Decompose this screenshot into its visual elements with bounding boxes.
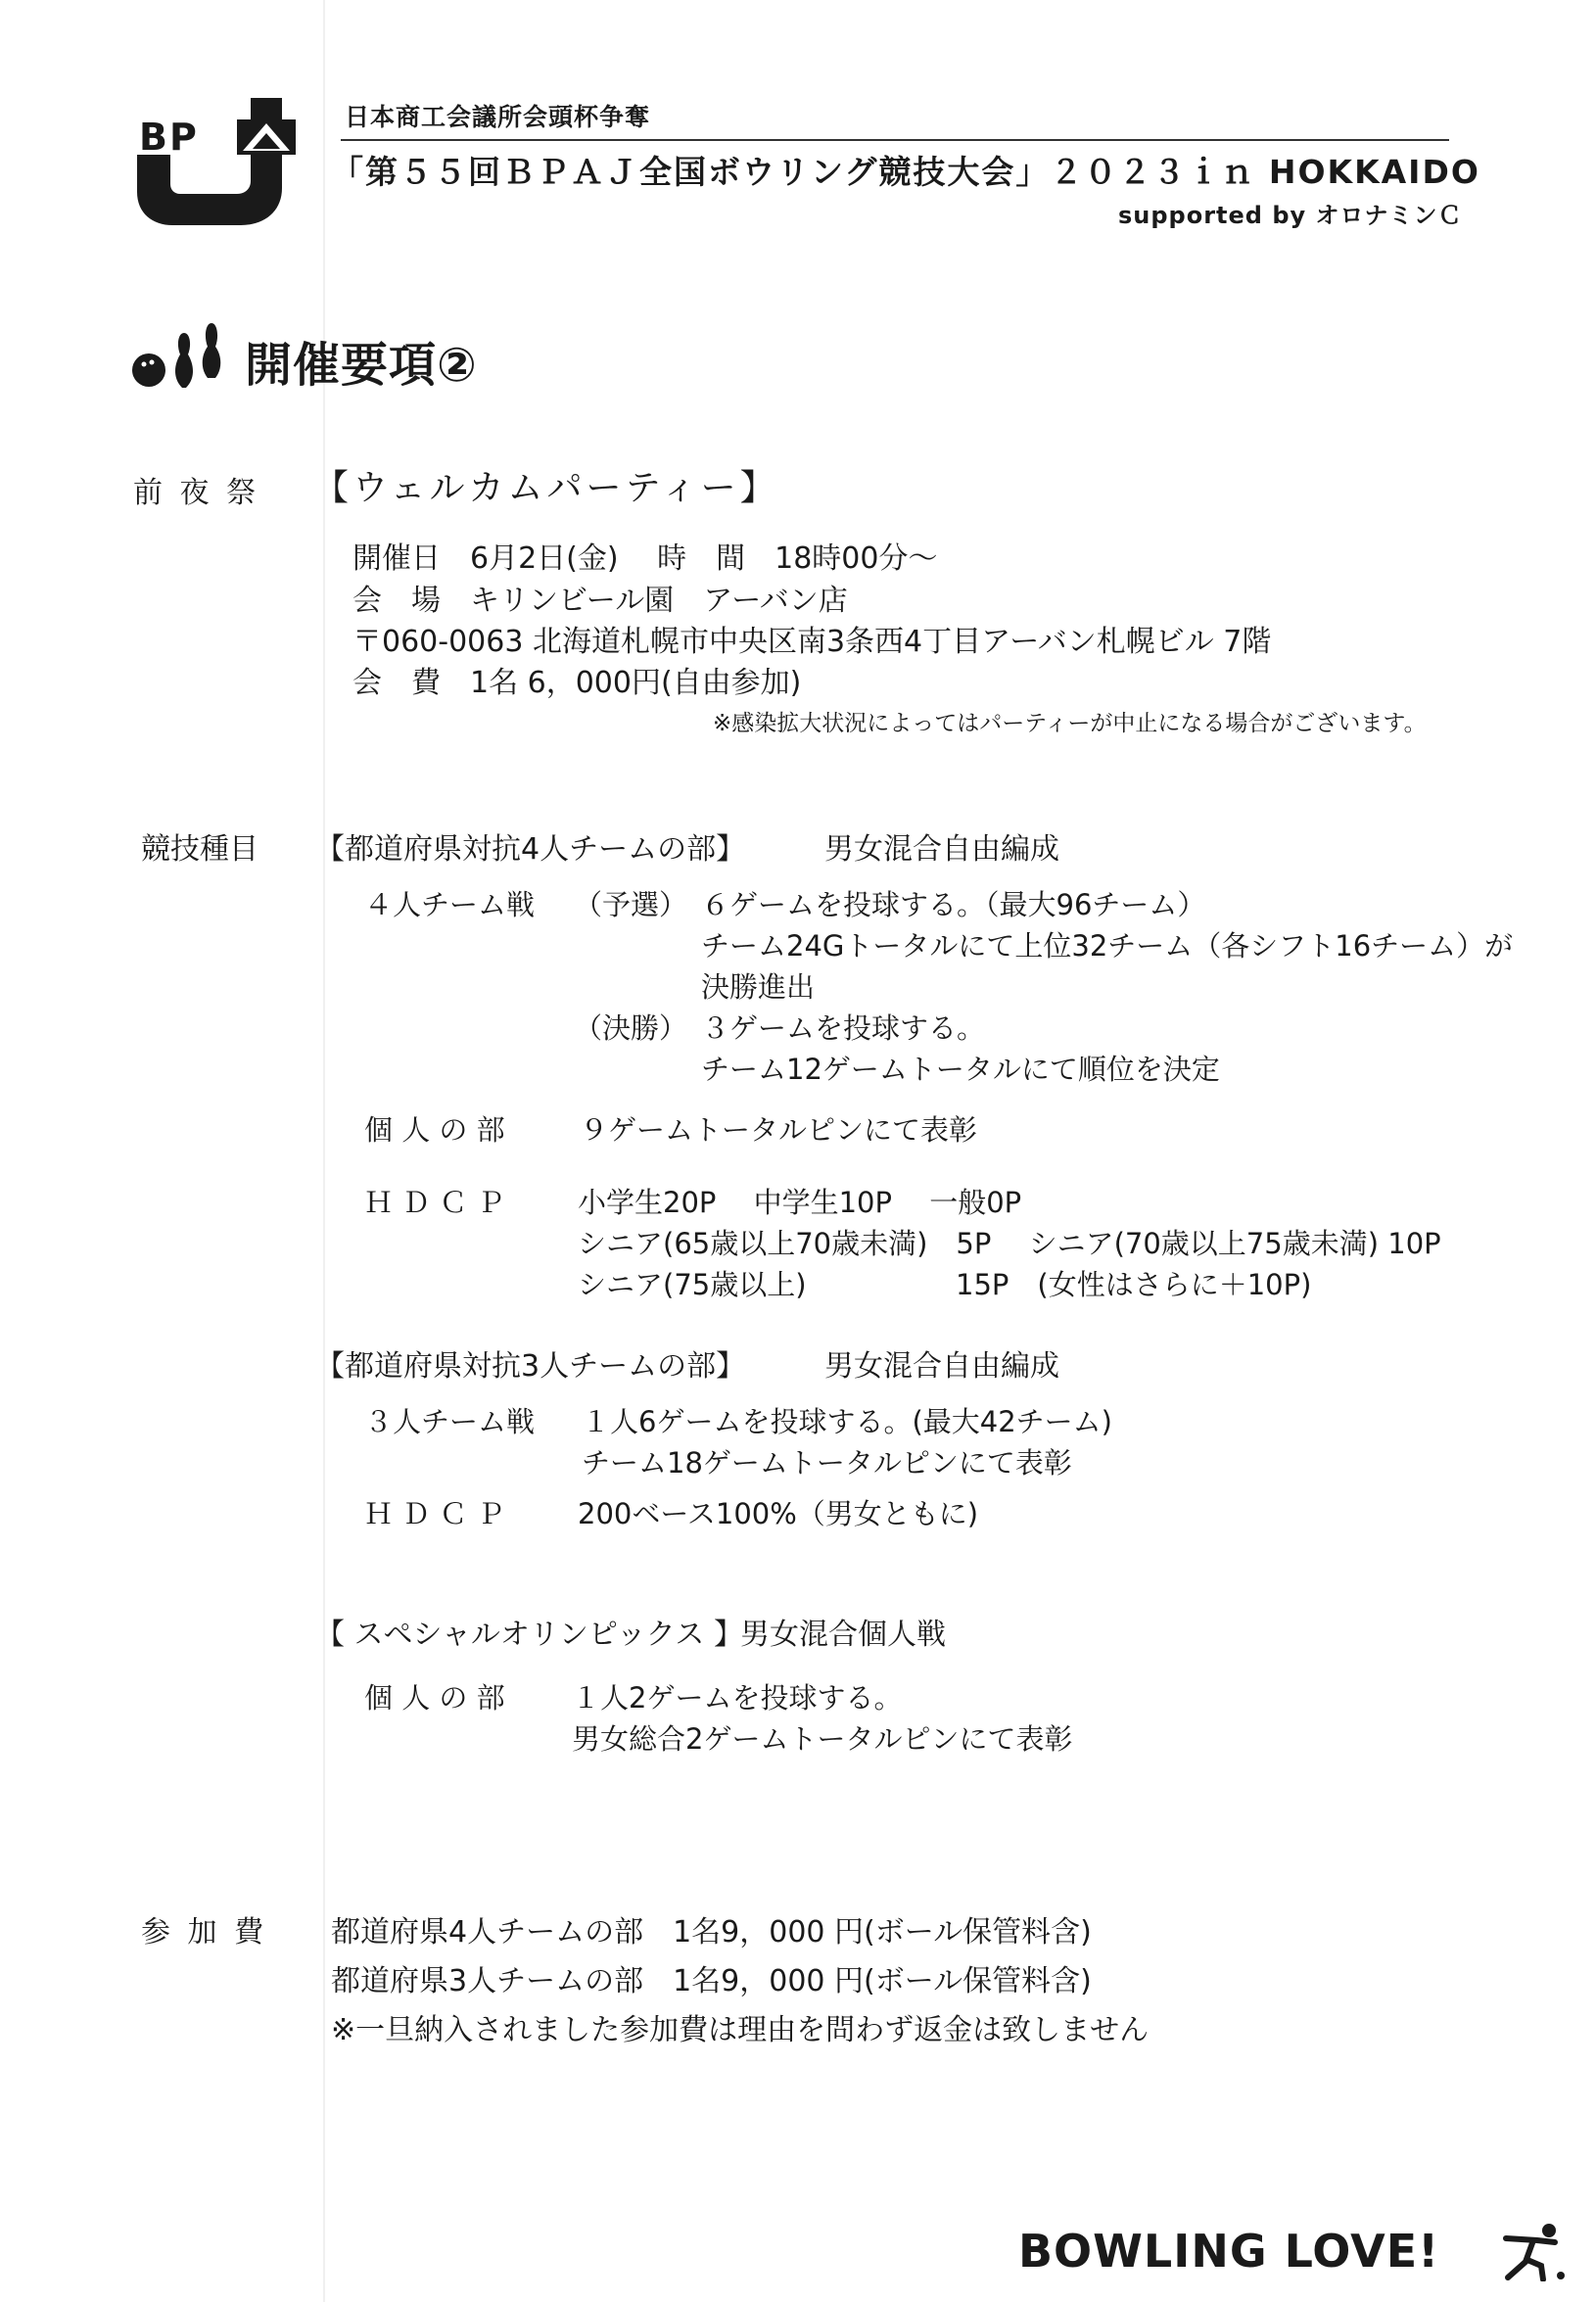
team3-format: 男女混合自由編成	[824, 1349, 1059, 1384]
team3-game-label: ３人チーム戦	[364, 1405, 536, 1438]
team4-heading: 【都道府県対抗4人チームの部】	[315, 832, 746, 867]
header-title: 「第５５回ＢＰＡＪ全国ボウリング競技大会」２０２３ｉｎ HOKKAIDO	[331, 153, 1480, 191]
header-supported-by: supported by オロナミンＣ	[1118, 202, 1463, 229]
team4-final-line-2: チーム12ゲームトータルにて順位を決定	[701, 1053, 1220, 1086]
fees-note: ※一旦納入されました参加費は理由を問わず返金は致しません	[331, 2013, 1150, 2047]
eve-venue-line: 会 場 キリンビール園 アーバン店	[352, 584, 848, 618]
team4-format: 男女混合自由編成	[824, 832, 1059, 867]
team4-individual-label: 個 人 の 部	[364, 1113, 505, 1147]
team4-hdcp-line-3b: 15P (女性はさらに＋10P)	[956, 1268, 1312, 1301]
special-line-2: 男女総合2ゲームトータルピンにて表彰	[572, 1722, 1073, 1756]
team3-line-2: チーム18ゲームトータルピンにて表彰	[582, 1446, 1072, 1480]
team4-hdcp-line-3a: シニア(75歳以上)	[578, 1268, 807, 1301]
eve-fee-line: 会 費 1名 6，000円(自由参加)	[352, 666, 802, 700]
team4-hdcp-line-1: 小学生20P 中学生10P 一般0P	[578, 1186, 1022, 1219]
fees-label: 参 加 費	[141, 1915, 268, 1950]
team4-prelim-line-3: 決勝進出	[701, 970, 816, 1004]
bpaj-logo	[135, 98, 298, 225]
team4-hdcp-label: Ｈ Ｄ Ｃ Ｐ	[364, 1186, 505, 1219]
team4-game-label: ４人チーム戦	[364, 888, 536, 921]
eve-label: 前 夜 祭	[133, 476, 260, 510]
header-subtitle: 日本商工会議所会頭杯争奪	[345, 103, 651, 131]
team3-line-1: １人6ゲームを投球する。(最大42チーム)	[582, 1405, 1112, 1438]
team4-hdcp-line-2: シニア(65歳以上70歳未満) 5P シニア(70歳以上75歳未満) 10P	[578, 1227, 1441, 1260]
fees-line-2: 都道府県3人チームの部 1名9，000 円(ボール保管料含)	[331, 1964, 1092, 1998]
special-format: 男女混合個人戦	[740, 1618, 946, 1652]
team4-prelim-label: （予選）	[574, 888, 688, 921]
fees-line-1: 都道府県4人チームの部 1名9，000 円(ボール保管料含)	[331, 1915, 1092, 1950]
special-heading: 【 スペシャルオリンピックス 】	[315, 1618, 743, 1652]
eve-note: ※感染拡大状況によってはパーティーが中止になる場合がございます。	[713, 711, 1427, 736]
team4-prelim-line-2: チーム24Gトータルにて上位32チーム（各シフト16チーム）が	[701, 929, 1514, 963]
team3-heading: 【都道府県対抗3人チームの部】	[315, 1349, 746, 1384]
events-label: 競技種目	[141, 832, 258, 867]
bowling-ball-pins-icon	[131, 319, 229, 390]
team3-hdcp-text: 200ベース100%（男女ともに)	[578, 1497, 979, 1530]
team3-hdcp-label: Ｈ Ｄ Ｃ Ｐ	[364, 1497, 505, 1530]
special-line-1: １人2ゲームを投球する。	[572, 1681, 903, 1715]
eve-address-line: 〒060-0063 北海道札幌市中央区南3条西4丁目アーバン札幌ビル 7階	[352, 625, 1272, 659]
bowling-love-slogan: BOWLING LOVE!	[1018, 2225, 1440, 2278]
team4-prelim-line-1: ６ゲームを投球する。（最大96チーム）	[701, 888, 1206, 921]
team4-individual-text: ９ゲームトータルピンにて表彰	[580, 1113, 978, 1147]
eve-date-line: 開催日 6月2日(金) 時 間 18時00分～	[352, 541, 938, 576]
header-rule	[341, 139, 1449, 141]
svg-text:BP: BP	[139, 116, 199, 159]
bowler-figure-icon	[1498, 2223, 1567, 2281]
special-individual-label: 個 人 の 部	[364, 1681, 505, 1715]
team4-final-label: （決勝）	[574, 1011, 688, 1045]
team4-final-line-1: ３ゲームを投球する。	[701, 1011, 986, 1045]
section-title: 開催要項②	[245, 338, 478, 393]
eve-title: 【ウェルカムパーティー】	[313, 468, 779, 508]
